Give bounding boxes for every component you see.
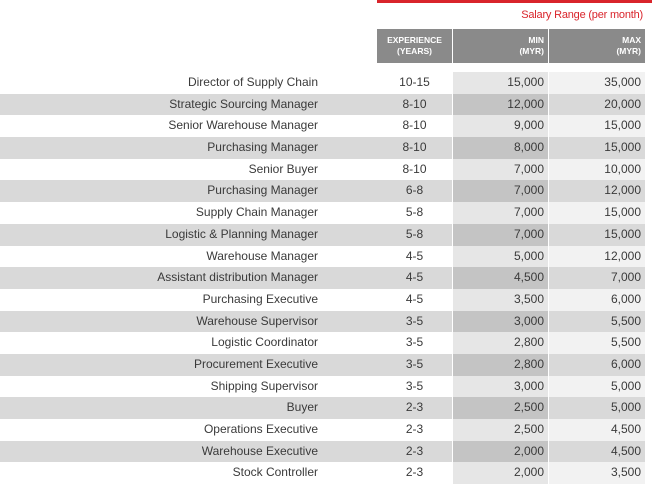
job-title-cell: Strategic Sourcing Manager — [169, 96, 318, 111]
job-title-cell: Operations Executive — [203, 422, 318, 436]
column-header-experience — [377, 29, 452, 63]
table-row — [0, 72, 652, 94]
experience-cell: 5-8 — [405, 226, 424, 241]
max-salary-cell: 15,000 — [549, 202, 645, 224]
min-salary-cell: 4,500 — [453, 267, 548, 289]
table-row — [0, 332, 652, 354]
min-salary-cell: 7,000 — [453, 224, 548, 246]
min-salary-cell: 7,000 — [453, 159, 548, 181]
max-salary-cell: 15,000 — [549, 224, 645, 246]
job-title-cell: Logistic & Planning Manager — [165, 226, 318, 241]
max-salary-cell: 12,000 — [549, 246, 645, 268]
experience-cell: 3-5 — [405, 335, 424, 350]
experience-cell: 4-5 — [405, 270, 424, 285]
max-salary-cell: 15,000 — [549, 115, 645, 137]
table-row — [0, 311, 652, 333]
experience-cell: 8-10 — [402, 118, 427, 133]
max-salary-cell: 12,000 — [549, 180, 645, 202]
max-salary-cell: 10,000 — [549, 159, 645, 181]
table-row — [0, 441, 652, 463]
column-header-max — [549, 29, 645, 63]
table-row — [0, 94, 652, 116]
min-salary-cell: 8,000 — [453, 137, 548, 159]
min-salary-cell: 2,000 — [453, 441, 548, 463]
salary-range-caption: Salary Range (per month) — [521, 9, 643, 21]
max-salary-cell: 5,500 — [549, 332, 645, 354]
max-salary-cell: 5,000 — [549, 397, 645, 419]
salary-table — [0, 72, 652, 484]
min-salary-cell: 2,800 — [453, 354, 548, 376]
min-salary-cell: 2,500 — [453, 419, 548, 441]
min-salary-cell: 5,000 — [453, 246, 548, 268]
column-header-min — [453, 29, 548, 63]
column-header-max-line1: MAX — [622, 35, 641, 45]
max-salary-cell: 20,000 — [549, 94, 645, 116]
job-title-cell: Director of Supply Chain — [187, 75, 318, 89]
job-title-cell: Warehouse Executive — [201, 443, 318, 458]
max-salary-cell: 3,500 — [549, 462, 645, 484]
max-salary-cell: 4,500 — [549, 419, 645, 441]
experience-cell: 3-5 — [405, 356, 424, 371]
job-title-cell: Purchasing Manager — [207, 183, 318, 198]
min-salary-cell: 7,000 — [453, 180, 548, 202]
column-header-min-line2: (MYR) — [519, 46, 544, 56]
max-salary-cell: 35,000 — [549, 72, 645, 94]
min-salary-cell: 3,500 — [453, 289, 548, 311]
job-title-cell: Purchasing Executive — [202, 291, 318, 306]
job-title-cell: Buyer — [286, 400, 318, 415]
table-row — [0, 159, 652, 181]
table-row — [0, 462, 652, 484]
max-salary-cell: 6,000 — [549, 289, 645, 311]
max-salary-cell: 6,000 — [549, 354, 645, 376]
experience-cell: 2-3 — [405, 400, 424, 415]
job-title-cell: Assistant distribution Manager — [157, 270, 318, 285]
column-header-experience-line2: (YEARS) — [397, 46, 432, 56]
job-title-cell: Shipping Supervisor — [210, 378, 318, 393]
table-row — [0, 289, 652, 311]
experience-cell: 4-5 — [405, 291, 424, 306]
job-title-cell: Logistic Coordinator — [211, 335, 318, 350]
job-title-cell: Purchasing Manager — [207, 140, 318, 155]
experience-cell: 3-5 — [405, 313, 424, 328]
min-salary-cell: 2,000 — [453, 462, 548, 484]
experience-cell: 8-10 — [402, 140, 427, 155]
table-row — [0, 267, 652, 289]
job-title-cell: Supply Chain Manager — [195, 205, 318, 220]
experience-cell: 4-5 — [405, 248, 424, 263]
experience-cell: 6-8 — [405, 183, 424, 198]
min-salary-cell: 2,500 — [453, 397, 548, 419]
table-row — [0, 224, 652, 246]
column-header-experience-line1: EXPERIENCE — [387, 35, 442, 45]
experience-cell: 5-8 — [405, 205, 424, 220]
experience-cell: 10-15 — [399, 75, 430, 89]
experience-cell: 8-10 — [402, 96, 427, 111]
job-title-cell: Procurement Executive — [193, 356, 318, 371]
min-salary-cell: 15,000 — [453, 72, 548, 94]
table-row — [0, 354, 652, 376]
max-salary-cell: 7,000 — [549, 267, 645, 289]
job-title-cell: Warehouse Supervisor — [196, 313, 318, 328]
job-title-cell: Stock Controller — [232, 465, 318, 480]
table-row — [0, 376, 652, 398]
max-salary-cell: 5,500 — [549, 311, 645, 333]
experience-cell: 2-3 — [405, 465, 424, 480]
experience-cell: 8-10 — [402, 161, 427, 176]
table-row — [0, 115, 652, 137]
table-row — [0, 397, 652, 419]
min-salary-cell: 7,000 — [453, 202, 548, 224]
job-title-cell: Senior Buyer — [248, 161, 318, 176]
max-salary-cell: 4,500 — [549, 441, 645, 463]
min-salary-cell: 3,000 — [453, 311, 548, 333]
min-salary-cell: 3,000 — [453, 376, 548, 398]
column-header-min-line1: MIN — [528, 35, 544, 45]
job-title-cell: Warehouse Manager — [206, 248, 318, 263]
table-row — [0, 180, 652, 202]
experience-cell: 2-3 — [405, 422, 424, 436]
table-row — [0, 419, 652, 441]
column-header-max-line2: (MYR) — [616, 46, 641, 56]
accent-bar — [377, 0, 652, 3]
table-row — [0, 246, 652, 268]
min-salary-cell: 12,000 — [453, 94, 548, 116]
experience-cell: 2-3 — [405, 443, 424, 458]
job-title-cell: Senior Warehouse Manager — [168, 118, 318, 133]
min-salary-cell: 2,800 — [453, 332, 548, 354]
max-salary-cell: 5,000 — [549, 376, 645, 398]
table-row — [0, 202, 652, 224]
max-salary-cell: 15,000 — [549, 137, 645, 159]
min-salary-cell: 9,000 — [453, 115, 548, 137]
experience-cell: 3-5 — [405, 378, 424, 393]
table-row — [0, 137, 652, 159]
